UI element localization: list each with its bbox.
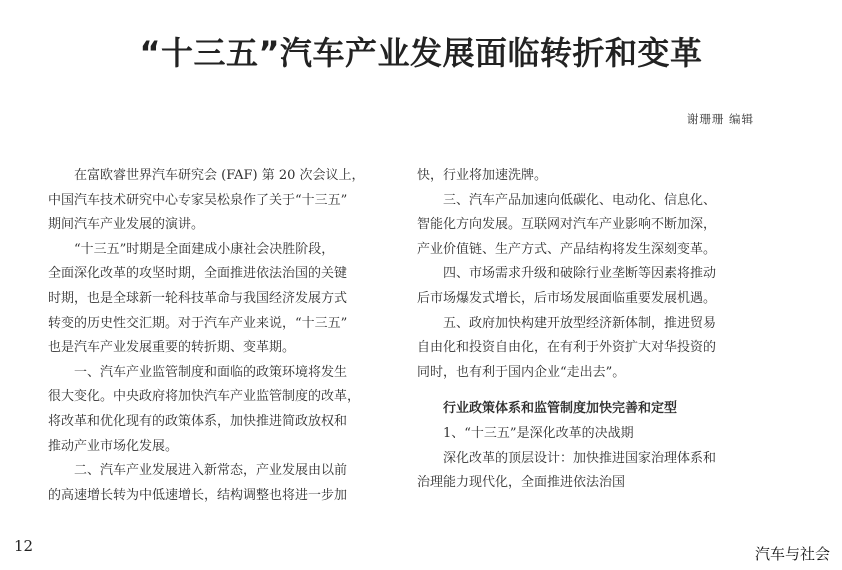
- body-line: 产业价值链、生产方式、产品结构将发生深刻变革。: [417, 241, 717, 257]
- body-line: 很大变化。中央政府将加快汽车产业监管制度的改革，: [48, 389, 361, 405]
- body-line: 快，行业将加速洗牌。: [417, 168, 548, 183]
- body-line: 的高速增长转为中低速增长，结构调整也将进一步加: [48, 487, 348, 503]
- body-line: 推动产业市场化发展。: [48, 438, 179, 454]
- body-line: 五、政府加快构建开放型经济新体制，推进贸易: [443, 315, 717, 331]
- body-line: 自由化和投资自由化，在有利于外资扩大对华投资的: [417, 340, 717, 356]
- body-line: 三、汽车产品加速向低碳化、电动化、信息化、: [443, 192, 717, 208]
- section-spacer: [417, 385, 765, 397]
- body-line: 治理能力现代化，全面推进依法治国: [417, 475, 626, 491]
- body-line: 将改革和优化现有的政策体系，加快推进简政放权和: [48, 413, 348, 429]
- left-column: [48, 164, 394, 508]
- body-line: 一、汽车产业监管制度和面临的政策环境将发生: [74, 364, 348, 380]
- right-column: [417, 164, 765, 496]
- body-line: 同时，也有利于国内企业“走出去”。: [417, 364, 626, 380]
- page-number: 12: [14, 537, 34, 555]
- article-title: “十三五”汽车产业发展面临转折和变革: [139, 34, 703, 72]
- body-line: “十三五”时期是全面建成小康社会决胜阶段，: [74, 241, 335, 257]
- body-line: 后市场爆发式增长，后市场发展面临重要发展机遇。: [417, 290, 717, 306]
- journal-name: 汽车与社会: [754, 545, 830, 563]
- body-line: 全面深化改革的攻坚时期，全面推进依法治国的关键: [48, 266, 348, 282]
- body-line: 在富欧睿世界汽车研究会 (FAF) 第 20 次会议上，: [74, 168, 365, 183]
- body-line: 时期，也是全球新一轮科技革命与我国经济发展方式: [48, 290, 348, 306]
- body-line: 期间汽车产业发展的演讲。: [48, 217, 205, 233]
- subsection-heading: 1、“十三五”是深化改革的决战期: [443, 425, 634, 441]
- body-line: 深化改革的顶层设计：加快推进国家治理体系和: [443, 450, 717, 466]
- body-line: 四、市场需求升级和破除行业垄断等因素将推动: [443, 266, 717, 282]
- body-line: 也是汽车产业发展重要的转折期、变革期。: [48, 340, 296, 356]
- body-line: 转变的历史性交汇期。对于汽车产业来说，“十三五”: [48, 315, 348, 331]
- body-line: 智能化方向发展。互联网对汽车产业影响不断加深，: [417, 217, 717, 233]
- section-heading: 行业政策体系和监管制度加快完善和定型: [443, 401, 678, 417]
- editor-credit: 谢珊珊 编辑: [686, 112, 754, 126]
- body-line: 二、汽车产业发展进入新常态，产业发展由以前: [74, 463, 348, 479]
- body-line: 中国汽车技术研究中心专家吴松泉作了关于“十三五”: [48, 192, 348, 208]
